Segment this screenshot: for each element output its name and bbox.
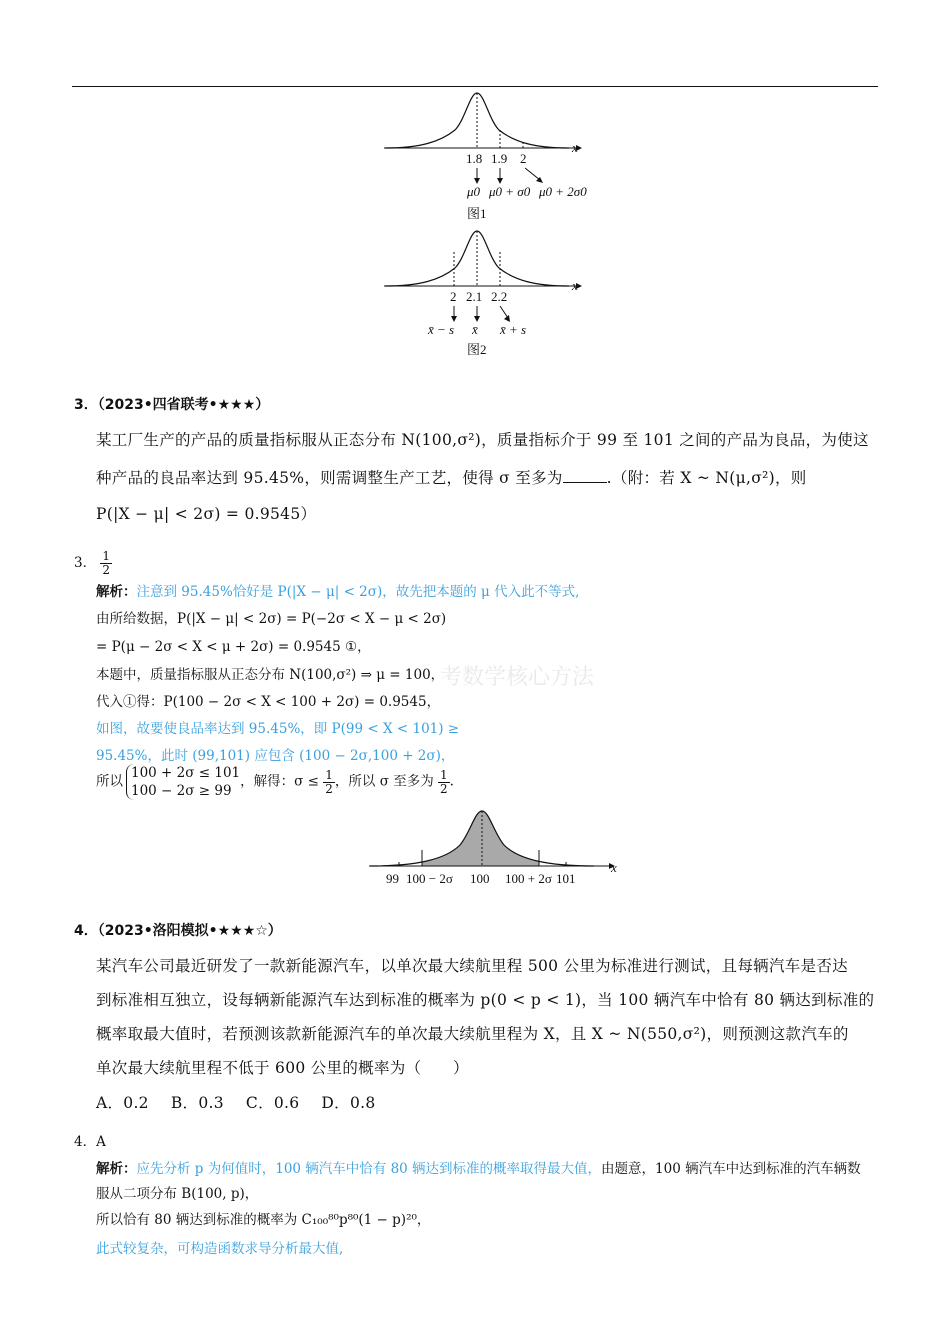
question-3-text: 种产品的良品率达到 95.45%，则需调整生产工艺，使得 σ 至多为 — [96, 469, 563, 487]
question-4-line: 到标准相互独立，设每辆新能源汽车达到标准的概率为 p(0 < p < 1)，当 100 辆汽车中恰有 80 辆达到标准的 — [96, 991, 875, 1009]
question-3-line: P(|X − μ| < 2σ) = 0.9545） — [96, 505, 317, 523]
figure-caption: 图1 — [467, 206, 487, 221]
stat-label: x̄ + s — [500, 322, 527, 337]
tick-label: 2.1 — [466, 289, 483, 304]
axis-label: x — [611, 860, 617, 875]
solution-line: 代入①得：P(100 − 2σ < X < 100 + 2σ) = 0.9545， — [96, 694, 441, 710]
tick-label: 101 — [556, 871, 576, 886]
solution-label: 解析： — [96, 584, 137, 600]
fraction — [323, 769, 335, 796]
axis-label: x — [572, 140, 578, 155]
option-c: C．0.6 — [245, 1094, 300, 1112]
option-d: D．0.8 — [321, 1094, 376, 1112]
tick-label: 100 − 2σ — [406, 871, 453, 886]
figure-3 — [365, 805, 625, 890]
axis-label: x — [572, 278, 578, 293]
solution-hint: 注意到 95.45%恰好是 P(|X − μ| < 2σ)，故先把本题的 μ 代入此不等式, — [136, 584, 580, 600]
answer-blank — [563, 470, 607, 483]
figure-2 — [380, 228, 590, 363]
mu-label: μ0 + 2σ0 — [539, 184, 587, 199]
solution-line: 95.45%，此时 (99,101) 应包含 (100 − 2σ,100 + 2σ)， — [96, 748, 455, 764]
figure-1 — [380, 90, 590, 225]
top-rule — [72, 86, 878, 87]
fraction-denominator: 2 — [440, 781, 448, 796]
solution-line: = P(μ − 2σ < X < μ + 2σ) = 0.9545 ①， — [96, 639, 371, 655]
question-4-header: 4．（2023•洛阳模拟•★★★☆） — [74, 923, 282, 939]
mu-label: μ0 — [467, 184, 481, 199]
solution-line — [96, 764, 454, 800]
fraction-numerator: 1 — [325, 767, 333, 782]
solution-hint: 应先分析 p 为何值时，100 辆汽车中恰有 80 辆达到标准的概率取得最大值， — [136, 1161, 602, 1177]
tick-label: 100 + 2σ — [505, 871, 552, 886]
solution-text: . — [449, 773, 454, 790]
solution-label: 解析： — [96, 1161, 137, 1177]
solution-line: 如图，故要使良品率达到 95.45%，即 P(99 < X < 101) ≥ — [96, 721, 460, 737]
inequality: 100 − 2σ ≥ 99 — [131, 783, 232, 799]
fraction-numerator: 1 — [440, 767, 448, 782]
solution-text: ，所以 σ 至多为 — [334, 773, 434, 790]
solution-text: 由题意，100 辆汽车中达到标准的汽车辆数 — [601, 1161, 861, 1177]
tick-label: 2.2 — [491, 289, 508, 304]
tick-label: 100 — [470, 871, 490, 886]
solution-line: 服从二项分布 B(100, p)， — [96, 1186, 259, 1202]
solution-line: 本题中，质量指标服从正态分布 N(100,σ²) ⇒ μ = 100， — [96, 667, 445, 683]
tick-label: 2 — [520, 151, 527, 166]
mu-label: μ0 + σ0 — [489, 184, 531, 199]
solution-line: 所以恰有 80 辆达到标准的概率为 C₁₀₀⁸⁰p⁸⁰(1 − p)²⁰， — [96, 1212, 431, 1228]
question-4-options — [96, 1091, 398, 1113]
answer-fraction — [100, 550, 112, 577]
inequality: 100 + 2σ ≤ 101 — [131, 765, 241, 781]
question-3-line — [96, 466, 807, 488]
solution-line: 此式较复杂，可构造函数求导分析最大值, — [96, 1241, 344, 1257]
answer-4-number: 4．A — [74, 1134, 106, 1150]
fraction-numerator: 1 — [102, 549, 111, 563]
figure-caption: 图2 — [467, 342, 487, 357]
solution-text: ，解得：σ ≤ — [240, 773, 319, 790]
watermark: 考数学核心方法 — [440, 665, 595, 690]
solution-line — [96, 580, 579, 600]
fraction-denominator: 2 — [102, 563, 111, 577]
tick-label: 2 — [450, 289, 457, 304]
question-4-line: 某汽车公司最近研发了一款新能源汽车，以单次最大续航里程 500 公里为标准进行测试，且每辆汽车是否达 — [96, 957, 848, 975]
inequality-system — [126, 764, 240, 800]
fraction — [438, 769, 450, 796]
question-3-line: 某工厂生产的产品的质量指标服从正态分布 N(100,σ²)，质量指标介于 99 至 101 之间的产品为良品，为使这 — [96, 431, 869, 449]
question-3-text: .（附：若 X ~ N(μ,σ²)，则 — [606, 469, 807, 487]
tick-label: 1.9 — [491, 151, 508, 166]
stat-label: x̄ − s — [428, 322, 455, 337]
tick-label: 1.8 — [466, 151, 483, 166]
question-4-line: 单次最大续航里程不低于 600 公里的概率为（ ） — [96, 1059, 469, 1077]
solution-text: 所以 — [96, 773, 123, 790]
question-4-line: 概率取最大值时，若预测该款新能源汽车的单次最大续航里程为 X，且 X ~ N(550,σ²)，则预测这款汽车的 — [96, 1025, 849, 1043]
option-b: B．0.3 — [170, 1094, 224, 1112]
solution-line: 由所给数据，P(|X − μ| < 2σ) = P(−2σ < X − μ < 2σ) — [96, 611, 447, 627]
question-3-header: 3．（2023•四省联考•★★★） — [74, 397, 270, 413]
stat-label: x̄ — [472, 322, 478, 337]
solution-line — [96, 1157, 861, 1177]
answer-number: 3． — [74, 555, 97, 571]
answer-3-number — [74, 550, 112, 577]
tick-label: 99 — [386, 871, 399, 886]
option-a: A．0.2 — [96, 1094, 149, 1112]
fraction-denominator: 2 — [325, 781, 333, 796]
